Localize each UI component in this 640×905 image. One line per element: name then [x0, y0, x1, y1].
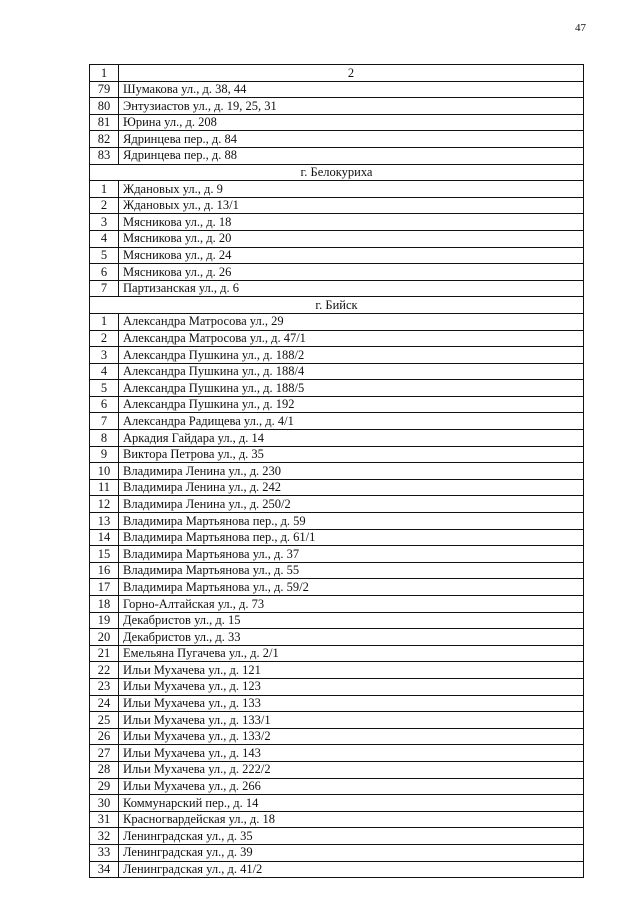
table-row	[90, 529, 584, 546]
table-row	[90, 363, 584, 380]
row-number: 21	[90, 645, 119, 662]
table-row	[90, 861, 584, 878]
page-number: 47	[575, 22, 586, 34]
row-address: Александра Радищева ул., д. 4/1	[119, 413, 584, 430]
row-address: Декабристов ул., д. 15	[119, 612, 584, 629]
table-row	[90, 280, 584, 297]
table-row	[90, 629, 584, 646]
row-number: 4	[90, 363, 119, 380]
table-row	[90, 844, 584, 861]
table-row	[90, 147, 584, 164]
row-number: 31	[90, 811, 119, 828]
row-address: Ильи Мухачева ул., д. 133	[119, 695, 584, 712]
row-address: Энтузиастов ул., д. 19, 25, 31	[119, 98, 584, 115]
row-number: 9	[90, 446, 119, 463]
row-number: 34	[90, 861, 119, 878]
row-number: 8	[90, 430, 119, 447]
row-number: 17	[90, 579, 119, 596]
row-number: 7	[90, 413, 119, 430]
table-row	[90, 745, 584, 762]
table-row	[90, 247, 584, 264]
row-number: 82	[90, 131, 119, 148]
row-address: Коммунарский пер., д. 14	[119, 795, 584, 812]
row-address: Ядринцева пер., д. 88	[119, 147, 584, 164]
table-row	[90, 695, 584, 712]
column-header-address: 2	[119, 65, 584, 82]
row-address: Владимира Мартьянова пер., д. 59	[119, 513, 584, 530]
table-row	[90, 330, 584, 347]
table-row	[90, 678, 584, 695]
row-number: 3	[90, 214, 119, 231]
table-row	[90, 662, 584, 679]
row-number: 5	[90, 380, 119, 397]
row-number: 19	[90, 612, 119, 629]
table-row	[90, 313, 584, 330]
table-row	[90, 579, 584, 596]
row-address: Ильи Мухачева ул., д. 121	[119, 662, 584, 679]
row-number: 33	[90, 844, 119, 861]
row-number: 2	[90, 330, 119, 347]
table-row	[90, 98, 584, 115]
row-address: Ильи Мухачева ул., д. 123	[119, 678, 584, 695]
row-address: Декабристов ул., д. 33	[119, 629, 584, 646]
table-row	[90, 728, 584, 745]
row-address: Ядринцева пер., д. 84	[119, 131, 584, 148]
row-address: Владимира Ленина ул., д. 242	[119, 479, 584, 496]
row-number: 6	[90, 396, 119, 413]
table-row	[90, 114, 584, 131]
row-number: 15	[90, 546, 119, 563]
table-row	[90, 761, 584, 778]
row-number: 29	[90, 778, 119, 795]
table-row	[90, 463, 584, 480]
row-number: 18	[90, 596, 119, 613]
row-address: Ильи Мухачева ул., д. 133/2	[119, 728, 584, 745]
row-address: Юрина ул., д. 208	[119, 114, 584, 131]
table-row	[90, 479, 584, 496]
row-address: Виктора Петрова ул., д. 35	[119, 446, 584, 463]
row-address: Владимира Ленина ул., д. 250/2	[119, 496, 584, 513]
section-row	[90, 297, 584, 314]
row-number: 79	[90, 81, 119, 98]
section-title: г. Белокуриха	[90, 164, 584, 181]
table-row	[90, 612, 584, 629]
row-number: 14	[90, 529, 119, 546]
row-address: Партизанская ул., д. 6	[119, 280, 584, 297]
row-address: Ильи Мухачева ул., д. 222/2	[119, 761, 584, 778]
row-number: 1	[90, 313, 119, 330]
row-number: 28	[90, 761, 119, 778]
row-number: 1	[90, 181, 119, 198]
row-number: 3	[90, 347, 119, 364]
table-row	[90, 795, 584, 812]
table-row	[90, 131, 584, 148]
row-number: 80	[90, 98, 119, 115]
row-address: Красногвардейская ул., д. 18	[119, 811, 584, 828]
row-address: Ленинградская ул., д. 41/2	[119, 861, 584, 878]
table-row	[90, 264, 584, 281]
row-address: Емельяна Пугачева ул., д. 2/1	[119, 645, 584, 662]
row-address: Александра Пушкина ул., д. 188/4	[119, 363, 584, 380]
row-address: Владимира Мартьянова ул., д. 37	[119, 546, 584, 563]
table-row	[90, 496, 584, 513]
table-row	[90, 645, 584, 662]
row-number: 4	[90, 230, 119, 247]
row-address: Мясникова ул., д. 26	[119, 264, 584, 281]
row-address: Ильи Мухачева ул., д. 143	[119, 745, 584, 762]
table-row	[90, 181, 584, 198]
row-number: 5	[90, 247, 119, 264]
row-address: Аркадия Гайдара ул., д. 14	[119, 430, 584, 447]
table-row	[90, 214, 584, 231]
row-number: 12	[90, 496, 119, 513]
row-address: Шумакова ул., д. 38, 44	[119, 81, 584, 98]
row-address: Владимира Мартьянова ул., д. 55	[119, 562, 584, 579]
row-number: 2	[90, 197, 119, 214]
table-row	[90, 596, 584, 613]
row-number: 22	[90, 662, 119, 679]
row-address: Горно-Алтайская ул., д. 73	[119, 596, 584, 613]
row-address: Мясникова ул., д. 18	[119, 214, 584, 231]
row-number: 81	[90, 114, 119, 131]
row-address: Мясникова ул., д. 20	[119, 230, 584, 247]
row-number: 27	[90, 745, 119, 762]
table-row	[90, 562, 584, 579]
row-number: 10	[90, 463, 119, 480]
row-number: 30	[90, 795, 119, 812]
row-number: 24	[90, 695, 119, 712]
row-address: Мясникова ул., д. 24	[119, 247, 584, 264]
table-row	[90, 546, 584, 563]
table-row	[90, 347, 584, 364]
row-address: Ленинградская ул., д. 35	[119, 828, 584, 845]
table-row	[90, 81, 584, 98]
row-address: Александра Матросова ул., д. 47/1	[119, 330, 584, 347]
row-address: Владимира Мартьянова ул., д. 59/2	[119, 579, 584, 596]
row-number: 13	[90, 513, 119, 530]
row-number: 11	[90, 479, 119, 496]
section-row	[90, 164, 584, 181]
row-address: Владимира Ленина ул., д. 230	[119, 463, 584, 480]
table-row	[90, 446, 584, 463]
row-number: 83	[90, 147, 119, 164]
table-row	[90, 513, 584, 530]
row-address: Ждановых ул., д. 9	[119, 181, 584, 198]
table-row	[90, 230, 584, 247]
row-number: 20	[90, 629, 119, 646]
table-row	[90, 197, 584, 214]
table-header-row	[90, 65, 584, 82]
row-number: 23	[90, 678, 119, 695]
row-address: Владимира Мартьянова пер., д. 61/1	[119, 529, 584, 546]
table-row	[90, 413, 584, 430]
table-row	[90, 396, 584, 413]
section-title: г. Бийск	[90, 297, 584, 314]
row-number: 16	[90, 562, 119, 579]
table-row	[90, 712, 584, 729]
table-row	[90, 811, 584, 828]
row-number: 32	[90, 828, 119, 845]
row-number: 26	[90, 728, 119, 745]
row-number: 6	[90, 264, 119, 281]
row-address: Ленинградская ул., д. 39	[119, 844, 584, 861]
table-row	[90, 430, 584, 447]
table-row	[90, 380, 584, 397]
row-address: Ильи Мухачева ул., д. 133/1	[119, 712, 584, 729]
row-number: 25	[90, 712, 119, 729]
row-address: Ильи Мухачева ул., д. 266	[119, 778, 584, 795]
address-table	[89, 64, 584, 878]
row-address: Александра Пушкина ул., д. 188/2	[119, 347, 584, 364]
row-address: Александра Матросова ул., 29	[119, 313, 584, 330]
table-row	[90, 778, 584, 795]
column-header-number: 1	[90, 65, 119, 82]
row-address: Ждановых ул., д. 13/1	[119, 197, 584, 214]
table-row	[90, 828, 584, 845]
row-address: Александра Пушкина ул., д. 192	[119, 396, 584, 413]
row-address: Александра Пушкина ул., д. 188/5	[119, 380, 584, 397]
row-number: 7	[90, 280, 119, 297]
